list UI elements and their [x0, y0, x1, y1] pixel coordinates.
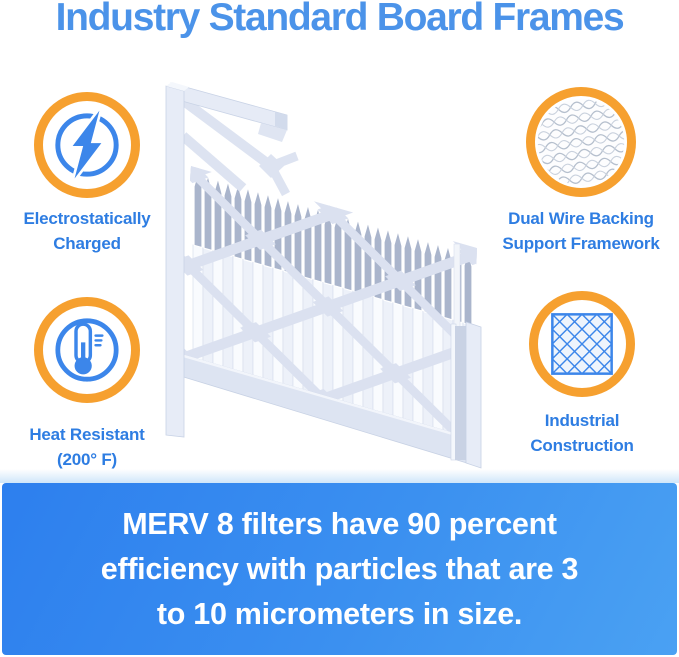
thermometer-icon: [34, 297, 140, 403]
feature-label: Electrostatically Charged: [23, 209, 151, 253]
banner-line: efficiency with particles that are 3: [100, 551, 579, 586]
banner-line: to 10 micrometers in size.: [156, 596, 523, 631]
feature-electrostatically-charged: [2, 92, 172, 256]
banner-line: MERV 8 filters have 90 percent: [122, 506, 557, 541]
merv-info-banner: [2, 483, 677, 655]
feature-label: Heat Resistant (200° F): [29, 425, 145, 469]
feature-industrial-construction: [493, 291, 671, 458]
page-title: Industry Standard Board Frames: [55, 0, 624, 39]
banner-fade: [0, 469, 679, 483]
lightning-bolt-icon: [34, 92, 140, 198]
diamond-grid-icon: [529, 291, 635, 397]
air-filter-illustration: [163, 66, 498, 471]
feature-label: Industrial Construction: [530, 411, 634, 455]
wire-mesh-icon: [526, 87, 636, 197]
feature-label: Dual Wire Backing Support Framework: [502, 209, 660, 253]
feature-heat-resistant: [2, 297, 172, 472]
feature-dual-wire-backing: [489, 87, 673, 256]
